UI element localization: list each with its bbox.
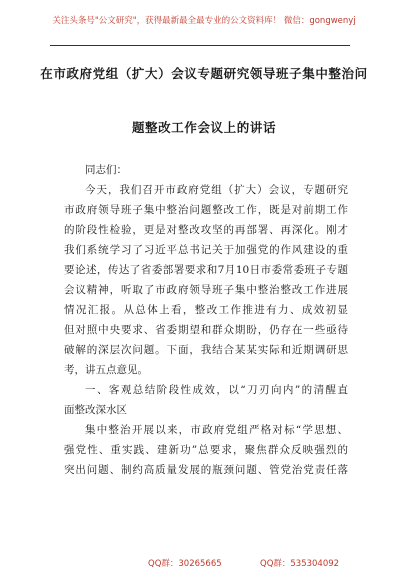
paragraph-line: 情况汇报。从总体上看，整改工作推进有力、成效初显 (64, 304, 348, 316)
footer-qq-group-1: QQ群：30265665 (148, 559, 222, 569)
paragraph-line: 破解的深层次问题。下面，我结合某某实际和近期调研思 (64, 344, 348, 356)
paragraph-line: 强党性、重实践、建新功”总要求，聚焦群众反映强烈的 (64, 444, 348, 456)
salutation: 同志们： (85, 164, 127, 176)
footer (0, 557, 408, 571)
paragraph-line: 要论述，传达了省委部署要求和7月10日市委常委班子专题 (64, 264, 348, 276)
section-heading-line: 一、客观总结阶段性成效，以“刀刃向内”的清醒直 (85, 384, 348, 396)
paragraph-line: 但对照中央要求、省委期望和群众期盼，仍存在一些亟待 (64, 324, 348, 336)
paragraph-line: 考，讲五点意见。 (64, 364, 148, 376)
paragraph-line: 突出问题、制约高质量发展的瓶颈问题、管党治党责任落 (64, 464, 348, 476)
footer-qq-group-2: QQ群：535304092 (260, 559, 340, 569)
paragraph-line: 今天，我们召开市政府党组（扩大）会议，专题研究 (85, 184, 348, 196)
paragraph-line: 集中整治开展以来，市政府党组严格对标“学思想、 (85, 424, 348, 436)
document-title-line-2: 题整改工作会议上的讲话 (131, 120, 277, 135)
paragraph-line: 我们系统学习了习近平总书记关于加强党的作风建设的重 (64, 244, 348, 256)
paragraph-line: 的阶段性检验，更是对整改攻坚的再部署、再深化。刚才 (64, 224, 348, 236)
header-banner: 关注头条号"公文研究"，获得最新最全最专业的公文资料库！ 微信：gongwenyj (52, 16, 356, 26)
paragraph-line: 会议精神，听取了市政府领导班子集中整治整改工作进展 (64, 284, 348, 296)
section-heading-line: 面整改深水区 (64, 404, 127, 416)
document-body (64, 160, 348, 480)
header-divider (50, 45, 350, 46)
document-title-line-1: 在市政府党组（扩大）会议专题研究领导班子集中整治问 (40, 66, 368, 81)
paragraph-line: 市政府领导班子集中整治问题整改工作，既是对前期工作 (64, 204, 348, 216)
